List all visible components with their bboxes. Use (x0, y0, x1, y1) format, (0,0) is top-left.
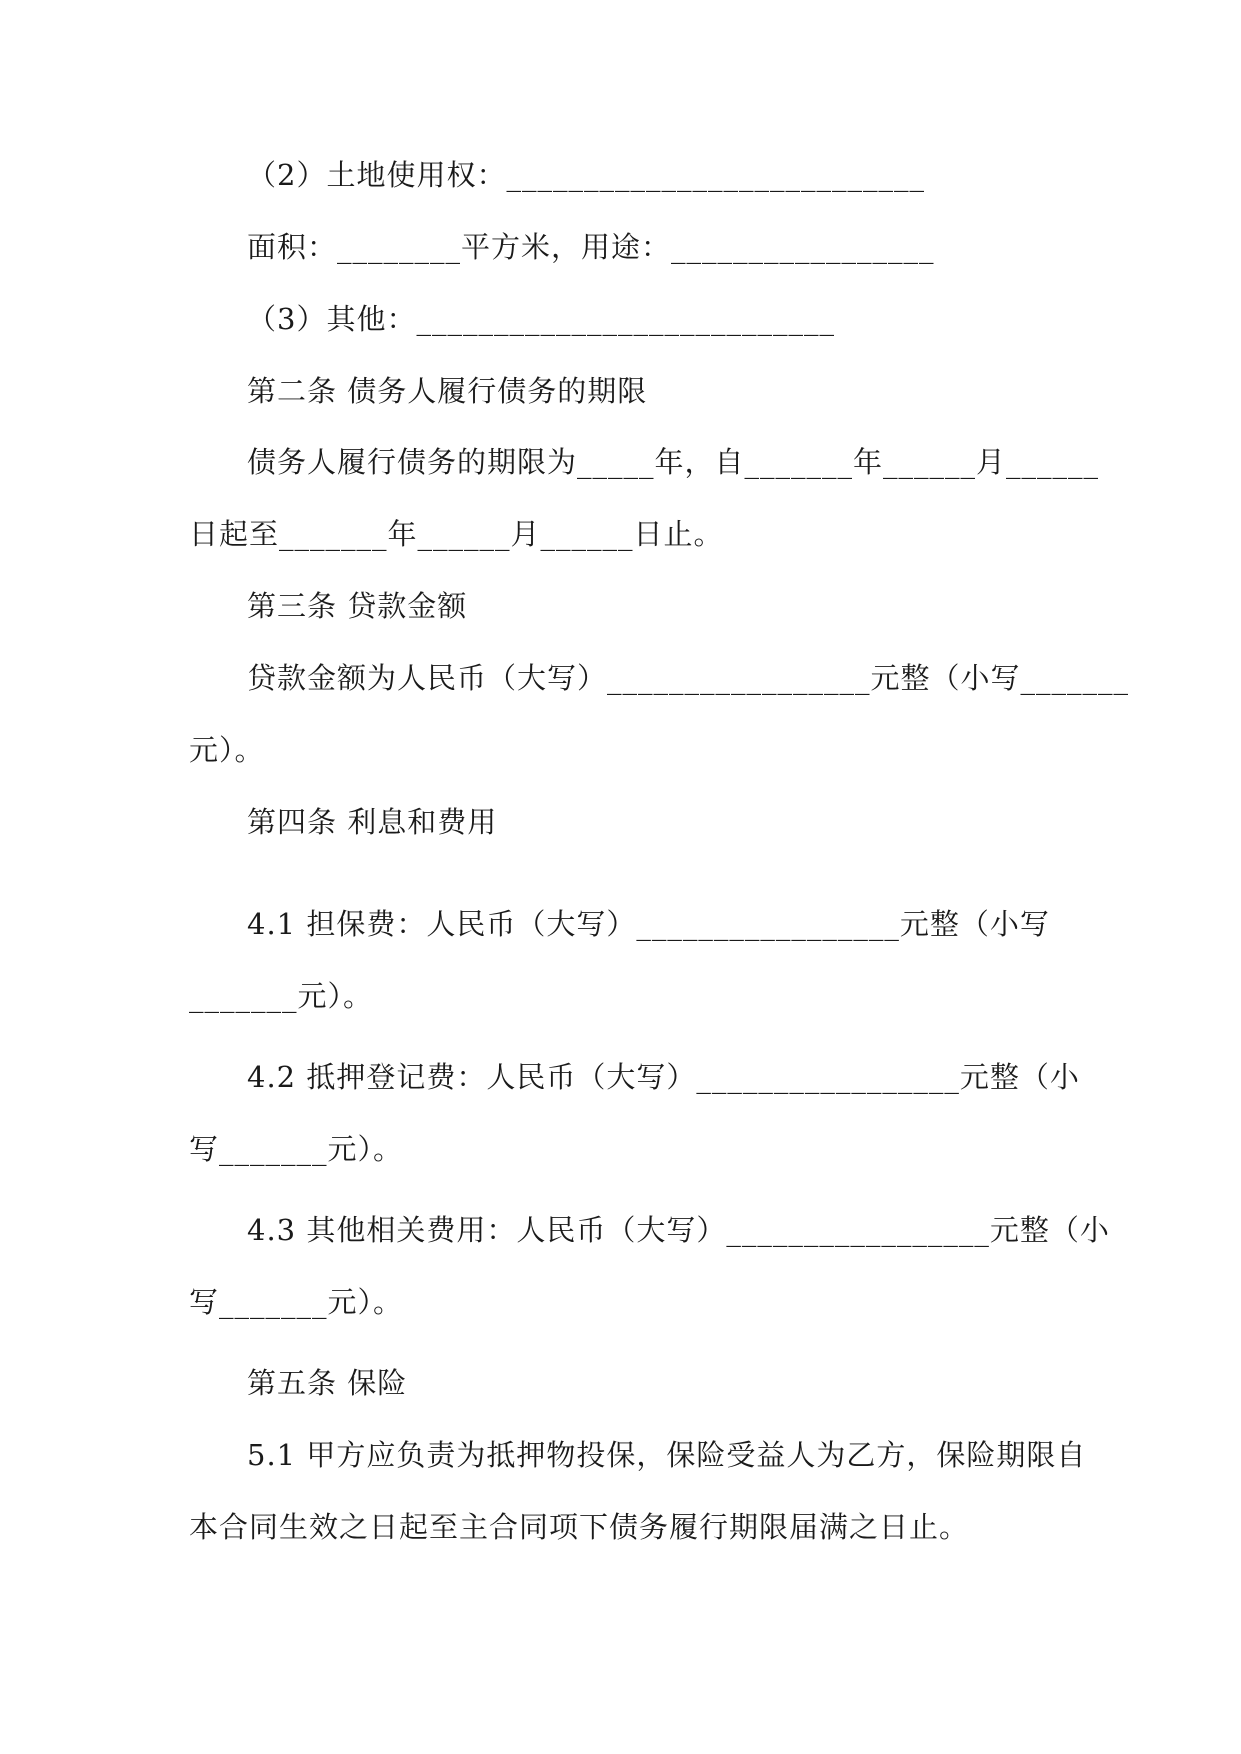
clause-4-1-line-2: _______元）。 (189, 979, 374, 1013)
clause-4-3-line-2: 写_______元）。 (189, 1285, 404, 1319)
clause-4-2-line-2: 写_______元）。 (189, 1132, 404, 1166)
area-usage-line: 面积：________平方米，用途：_________________ (247, 230, 935, 264)
article-5-heading: 第五条 保险 (247, 1366, 408, 1400)
article-4-heading: 第四条 利息和费用 (247, 805, 498, 839)
article-3-body-line-1: 贷款金额为人民币（大写）_________________元整（小写_______ (247, 661, 1130, 695)
article-2-heading: 第二条 债务人履行债务的期限 (247, 374, 648, 408)
clause-5-1-line-2: 本合同生效之日起至主合同项下债务履行期限届满之日止。 (189, 1510, 970, 1544)
other-line: （3）其他：___________________________ (247, 302, 835, 336)
article-3-body-line-2: 元）。 (189, 733, 265, 767)
clause-5-1-line-1: 5.1 甲方应负责为抵押物投保，保险受益人为乙方，保险期限自 (247, 1438, 1087, 1472)
article-2-body-line-1: 债务人履行债务的期限为_____年，自_______年______月______ (247, 445, 1100, 479)
clause-4-2-line-1: 4.2 抵押登记费：人民币（大写）_________________元整（小 (247, 1060, 1080, 1094)
clause-4-3-line-1: 4.3 其他相关费用：人民币（大写）_________________元整（小 (247, 1213, 1110, 1247)
article-3-heading: 第三条 贷款金额 (247, 589, 468, 623)
land-use-right-line: （2）土地使用权：___________________________ (247, 158, 925, 192)
article-2-body-line-2: 日起至_______年______月______日止。 (189, 517, 724, 551)
clause-4-1-line-1: 4.1 担保费：人民币（大写）_________________元整（小写 (247, 907, 1050, 941)
